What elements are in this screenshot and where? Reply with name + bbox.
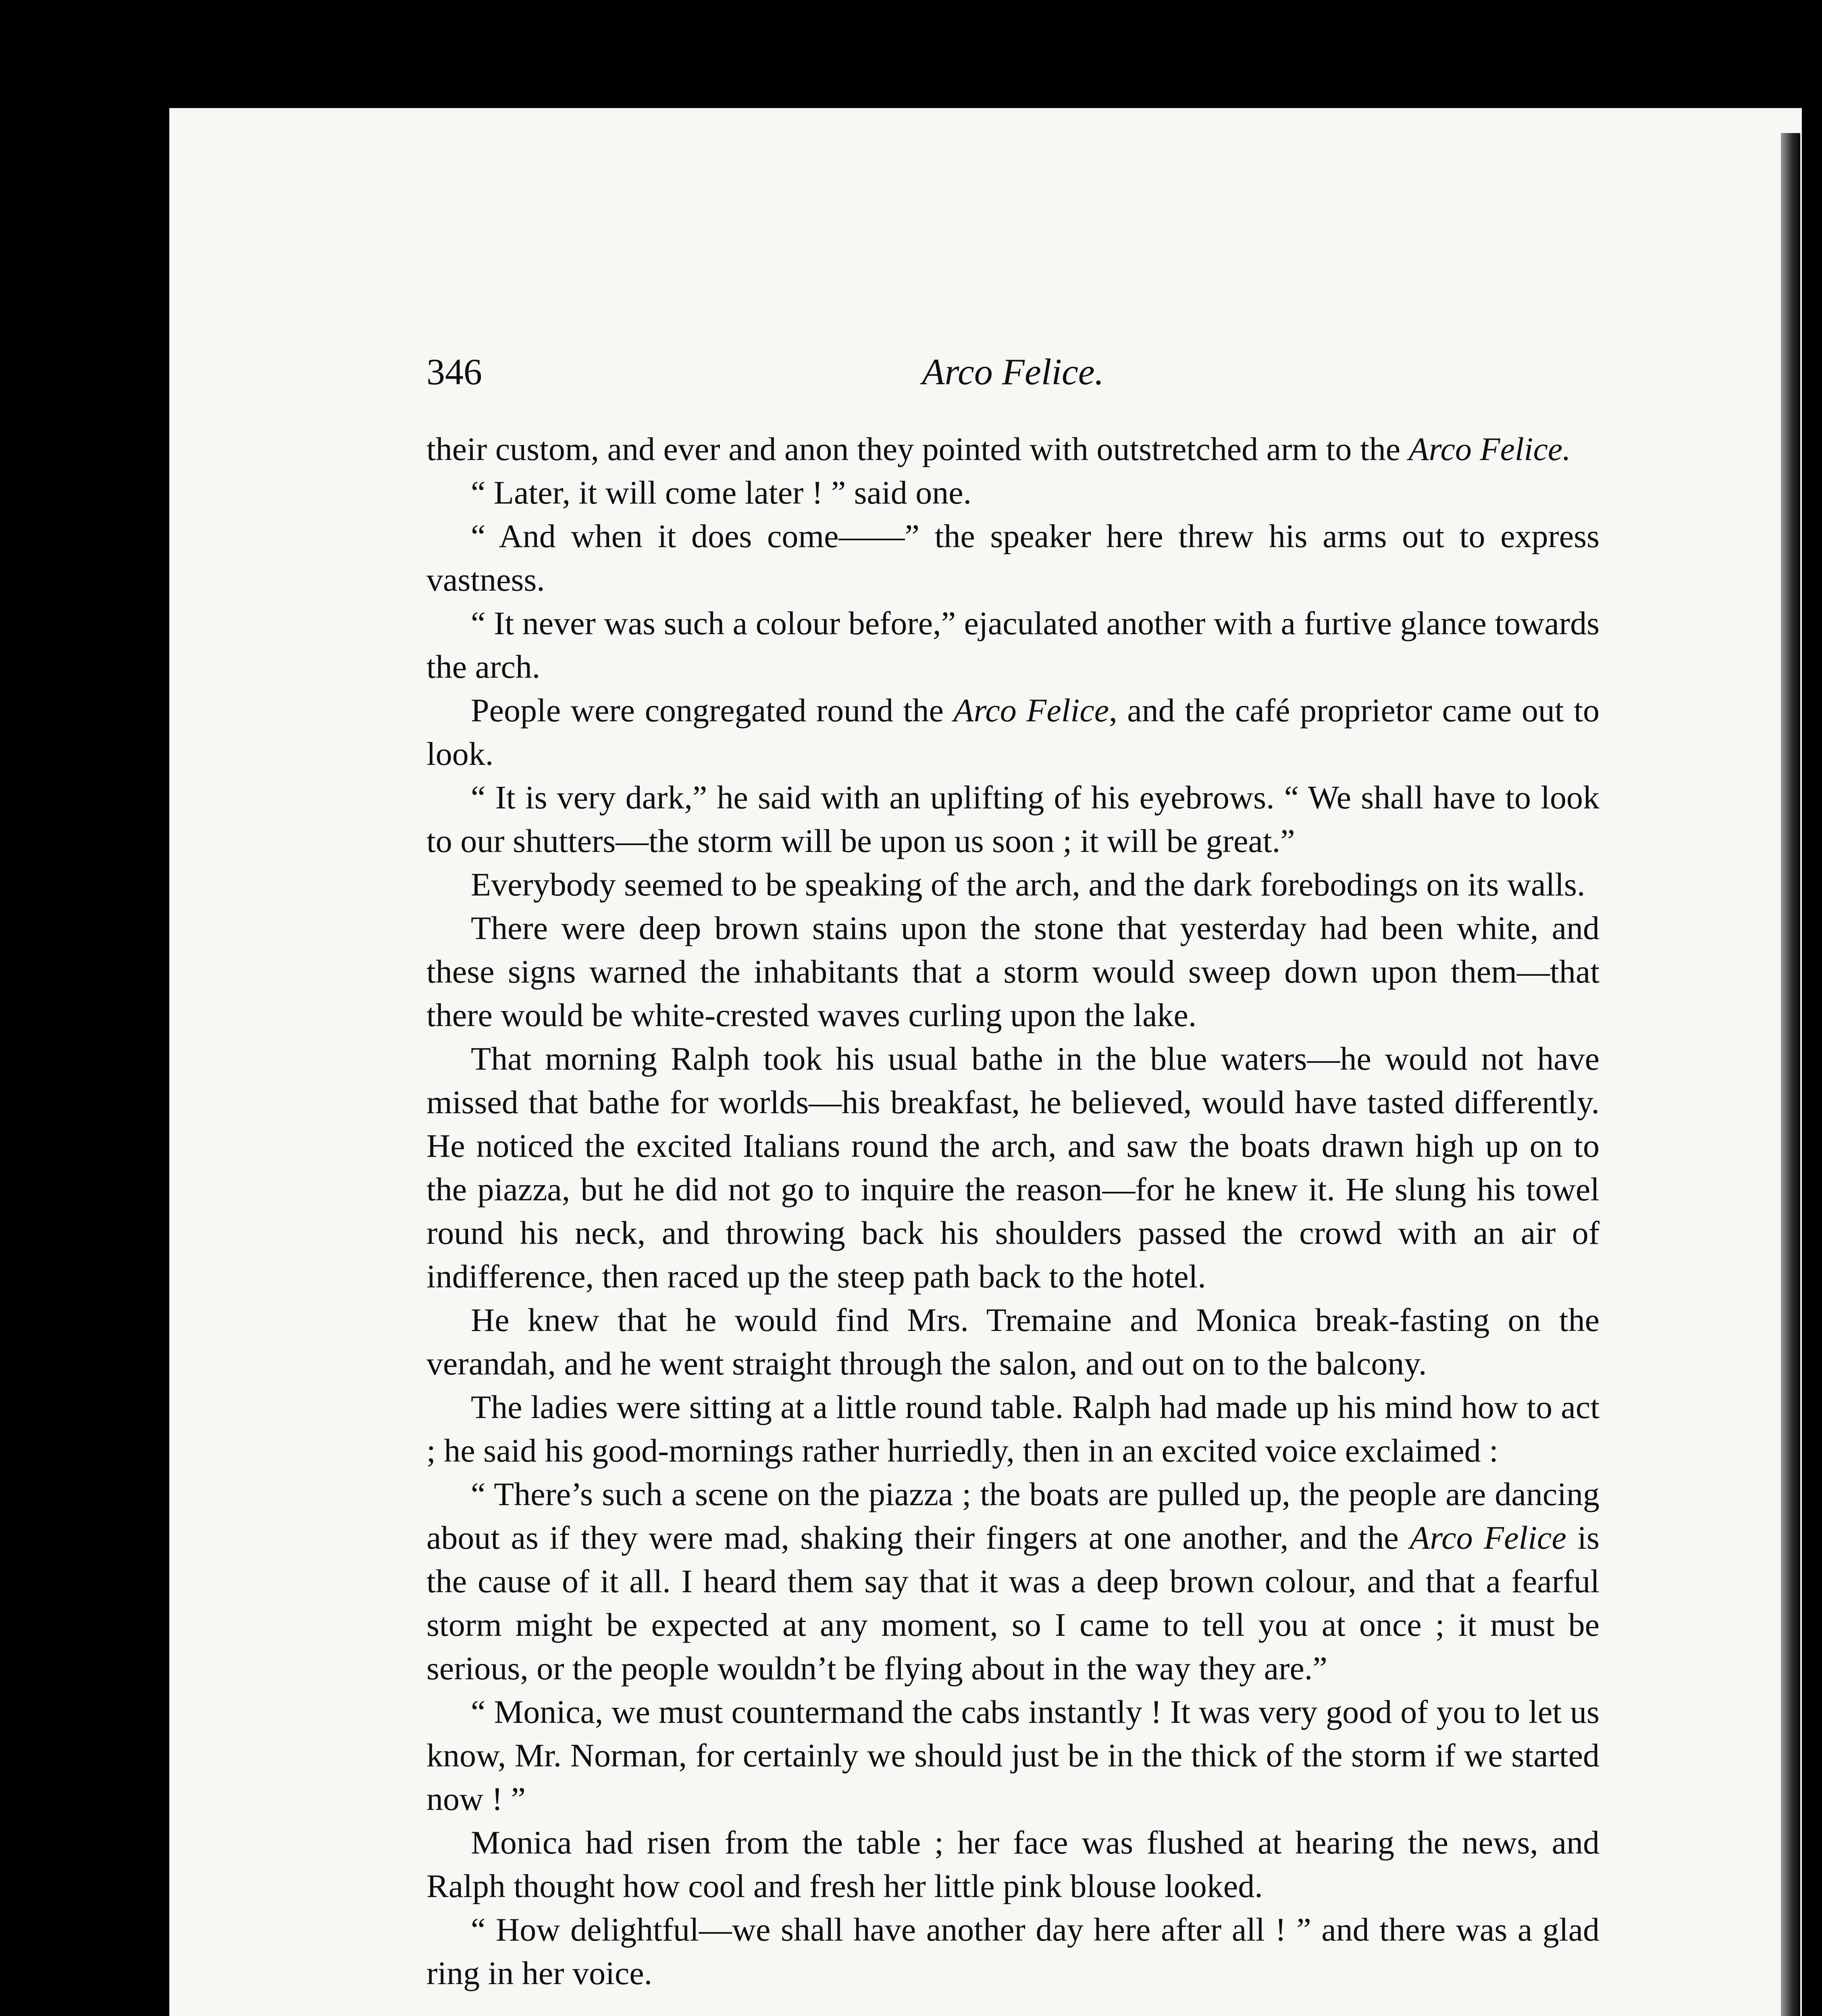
text-run: “ How delightful—we shall have another day here after all ! ” and there was a glad ring in her voice. <box>426 1911 1599 1991</box>
text-run: That morning Ralph took his usual bathe in the blue waters—he would not have missed that bathe for worlds—his breakfast, he believed, would have tasted differently. He noticed the excited Italians round the arch, and saw the boats drawn high up on to the piazza, but he did not go to inquire the reason—for he knew it. He slung his towel round his neck, and throwing back his shoulders passed the crowd with an air of indifference, then raced up the steep path back to the hotel. <box>426 1040 1599 1295</box>
italic-title: Arco Felice <box>953 692 1109 729</box>
text-run: “ It is very dark,” he said with an uplifting of his eyebrows. “ We shall have to look to our shutters—the storm will be upon us soon ; it will be great.” <box>426 779 1599 859</box>
text-run: “ It never was such a colour before,” ejaculated another with a furtive glance towards the arch. <box>426 605 1599 685</box>
page-edge-shadow <box>1781 133 1800 2016</box>
paragraph <box>426 1472 1599 1690</box>
paragraph <box>426 1690 1599 1821</box>
text-run: is the cause of it all. I heard them say that it was a deep brown colour, and that a fearful storm might be expected at any moment, so I came to tell you at once ; it must be serious, or the people wouldn’t be flying about in the way they are.” <box>426 1519 1599 1687</box>
paragraph <box>426 471 1599 514</box>
text-run: “ And when it does come——” the speaker here threw his arms out to express vastness. <box>426 518 1599 598</box>
paragraph <box>426 1908 1599 1995</box>
text-run: “ There’s such a scene on the piazza ; the boats are pulled up, the people are dancing about as if they were mad, shaking their fingers at one another, and the <box>426 1476 1599 1556</box>
paragraph <box>426 1385 1599 1472</box>
paragraph <box>426 514 1599 602</box>
text-run: He knew that he would find Mrs. Tremaine and Monica break-fasting on the verandah, and he went straight through the salon, and out on to the balcony. <box>426 1302 1599 1382</box>
italic-title: Arco Felice. <box>1408 431 1571 467</box>
italic-title: Arco Felice <box>1410 1519 1566 1556</box>
text-run: , and the café proprietor came out to look. <box>426 692 1599 772</box>
text-run: “ Later, it will come later ! ” said one. <box>471 474 972 511</box>
text-run: Everybody seemed to be speaking of the arch, and the dark forebodings on its walls. <box>471 866 1585 903</box>
paragraph <box>426 863 1599 906</box>
text-run: their custom, and ever and anon they pointed with outstretched arm to the <box>426 431 1409 467</box>
paragraph <box>426 427 1599 471</box>
paragraph <box>426 689 1599 776</box>
paragraph <box>426 906 1599 1037</box>
paragraph <box>426 1298 1599 1385</box>
paragraph <box>426 1821 1599 1908</box>
text-run: People were congregated round the <box>471 692 954 729</box>
running-head <box>426 348 1599 396</box>
text-run: “ Monica, we must countermand the cabs instantly ! It was very good of you to let us know, Mr. Norman, for certainly we should just be in the thick of the storm if we started now ! ” <box>426 1693 1599 1817</box>
running-title: Arco Felice. <box>922 351 1104 392</box>
paragraph <box>426 776 1599 863</box>
paragraph <box>426 602 1599 689</box>
text-run: There were deep brown stains upon the stone that yesterday had been white, and these signs warned the inhabitants that a storm would sweep down upon them—that there would be white-crested waves curling upon the lake. <box>426 910 1599 1033</box>
paragraph <box>426 1037 1599 1298</box>
text-run: The ladies were sitting at a little round table. Ralph had made up his mind how to act ; he said his good-mornings rather hurriedly, then in an excited voice exclaimed : <box>426 1389 1599 1469</box>
page-number: 346 <box>426 351 482 392</box>
text-run: Monica had risen from the table ; her face was flushed at hearing the news, and Ralph thought how cool and fresh her little pink blouse looked. <box>426 1824 1599 1904</box>
body-text <box>426 427 1599 1995</box>
